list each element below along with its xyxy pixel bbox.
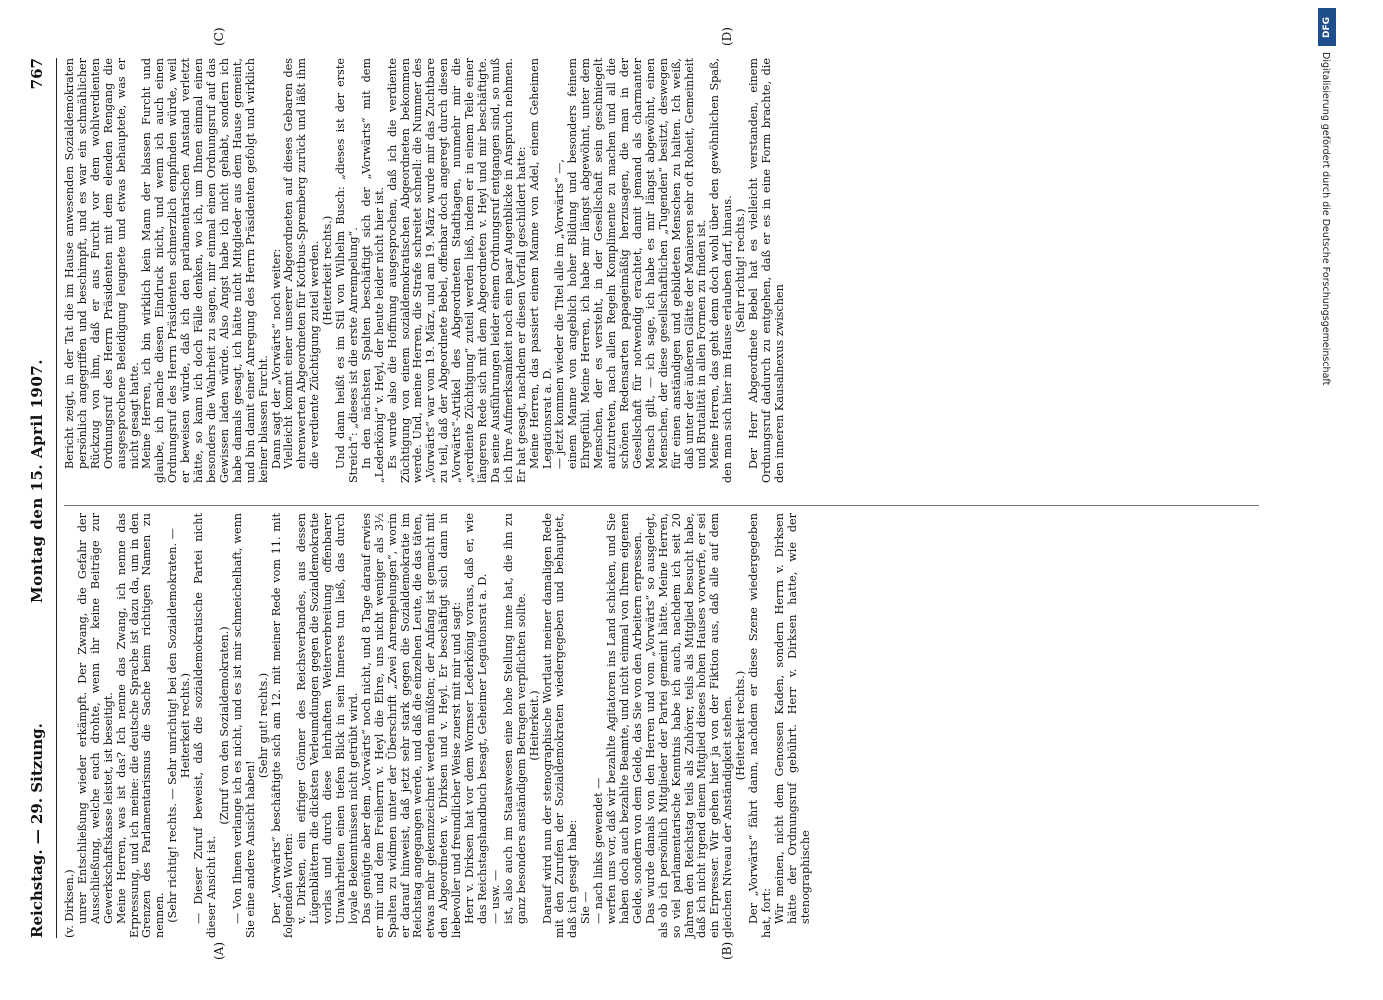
left-column-paragraph: Das wurde damals von den Herren und vom „Vorwärts“ so ausgelegt, als ob ich persönlich Mitglieder der Partei gemeint hätte. Meine Herren, so viel parlamentarische Kenntnis habe ich auch, nachdem ich seit 20 Jahren den Reichstag teils als Zuhörer, teils als Mitglied besucht habe, daß ich nicht irgend einem Mitglied dieses hohen Hauses vorwerfe, er sei ein Erpresser. Wir gehen hier ja von der Fiktion aus, daß alle auf dem gleichen Niveau der Anständigkeit stehen.: [643, 513, 735, 938]
right-column-paragraph: Dann sagt der „Vorwärts“ noch weiter:: [269, 248, 283, 469]
right-column-paragraph: Und dann heißt es im Stil von Wilhelm Busch: „dieses ist der erste Streich“: „dieses ist die erste Anrempelung“.: [334, 58, 360, 483]
margin-label-b: (B): [720, 941, 734, 960]
left-column-paragraph: unrer Entschließung wieder erkämpft. Der Zwang, die Gefahr der Ausschließung, welche euch drohte, wenn ihr keine Beiträge zur Gewerkschaftskasse leistet, ist beseitigt.: [75, 513, 115, 924]
left-column-paragraph: (v. Dirksen.): [63, 869, 76, 938]
left-column-paragraph: — Dieser Zuruf beweist, daß die sozialdemokratische Partei nicht dieser Ansicht ist.: [192, 513, 218, 938]
right-column-paragraph: Es wurde also die Hoffnung ausgesprochen, daß ich die verdiente Züchtigung von einem sozialdemokratischen Abgeordneten bekommen werde. Und, meine Herren, die Strafe schreitet schnell: die Nummer des „Vorwärts“ war vom 19. März, und am 19. März wurde mir das Zuchtbare zu teil, daß der Abgeordnete Bebel, offenbar doch angeregt durch diesen „Vorwärts“-Artikel des Abgeordneten Stadthagen, nunmehr mir die „verdiente Züchtigung“ zuteil werden ließ, indem er in einem Teile einer längeren Rede sich mit dem Abgeordneten v. Heyl und mir beschäftigte. Da seine Ausführungen leider einem Ordnungsruf entgangen sind, so muß ich Ihre Aufmerksamkeit noch ein paar Augenblicke in Anspruch nehmen. Er hat gesagt, nachdem er diesen Vorfall geschildert hatte:: [385, 58, 528, 483]
right-column-paragraph: einem Manne von angeblich hoher Bildung und besonders feinem Ehrgefühl. Meine Herren, ich habe mir längst abgewöhnt, unter dem Menschen, der es versteht, in der Gesellschaft sein geschniegelt aufzutreten, nach allen Regeln Komplimente zu machen und all die schönen Redensarten papageimäßig herzusagen, die man in der Gesellschaft für notwendig erachtet, damit jemand als charmanter Mensch gilt, — ich sage, ich habe es mir längst abgewöhnt, einen Menschen, der diese gesellschaftlichen „Tugenden“ besitzt, deswegen für einen anständigen und gebildeten Menschen zu halten. Ich weiß, daß unter der äußeren Glätte der Manieren sehr oft Roheit, Gemeinheit und Brutalität in allen Formen zu finden ist.: [566, 58, 709, 469]
left-column-paragraph: — usw. —: [488, 869, 502, 924]
right-column-paragraph: Meine Herren, das geht denn doch wohl über den gewöhnlichen Spaß, den man sich hier im Hause erlauben darf, hinaus.: [708, 58, 735, 483]
left-column-paragraph: v. Dirksen, ein eifriger Gönner des Reichsverbandes, aus dessen Lügenblättern die dicksten Verleumdungen gegen die Sozialdemokratie vorlas und durch diese lehrhaften Weiterverbreitung offenbarer Unwahrheiten einen tiefen Blick in sein Inneres tun ließ, das durch loyale Bekenntnissen nicht getrübt wird.: [295, 513, 360, 924]
right-column-paragraph: Vielleicht kommt einer unserer Abgeordneten auf dieses Gebaren des ehrenwerten Abgeordneten für Kottbus-Spremberg zurück und läßt ihm die verdiente Züchtigung zuteil werden.: [282, 58, 322, 469]
digitization-note: Digitalisierung gefördert durch die Deutsche Forschungsgemeinschaft: [1320, 52, 1331, 386]
margin-label-c: (C): [212, 27, 226, 46]
left-column: [64, 513, 813, 938]
left-column-paragraph: — nach links gewendet —: [592, 777, 606, 924]
right-column-paragraph: Meine Herren, ich bin wirklich kein Mann der blassen Furcht und glaube, ich mache diesen Eindruck nicht, und wenn ich auch einen Ordnungsruf des Herrn Präsidenten schmerzlich empfinden würde, weil er beweisen würde, daß ich den parlamentarischen Anstand verletzt hätte, so kann ich doch Fälle denken, wo ich, um Ihnen einmal einen besonders die Wahrheit zu sagen, mir einmal einen Ordnungsruf auf das Gewissen laden würde. Also Angst habe ich nicht gehabt, sondern ich habe damals gesagt, ich hätte nicht Mitglieder aus dem Hause gemeint, und bin damit einer Anregung des Herrn Präsidenten gefolgt und wirklich keiner blassen Furcht.: [140, 58, 270, 483]
left-column-paragraph: Meine Herren, was ist das? Ich nenne das Zwang, ich nenne das Erpressung, und ich meine: die deutsche Sprache ist dazu da, um in den Grenzen des Parlamentarismus die Sache beim richtigen Namen zu nennen.: [114, 513, 167, 938]
right-column-paragraph: (Heiterkeit rechts.): [321, 215, 335, 326]
left-column-paragraph: Darauf wird nun der stenographische Wortlaut meiner damaligen Rede mit den Zurufen der Sozialdemokraten wiedergegeben und behauptet, daß ich gesagt habe:: [540, 513, 580, 938]
left-column-paragraph: (Heiterkeit rechts.): [734, 670, 748, 781]
right-column: [64, 58, 787, 483]
left-column-paragraph: (Heiterkeit.): [527, 690, 541, 761]
left-column-paragraph: Der „Vorwärts“ fährt dann, nachdem er diese Szene wiedergegeben hat, fort:: [747, 513, 773, 938]
left-column-paragraph: (Zuruf von den Sozialdemokraten.): [217, 626, 231, 825]
right-column-paragraph: Der Herr Abgeordnete Bebel hat es vielleicht verstanden, einem Ordnungsruf dadurch zu entgehen, daß er es in eine Form brachte, die den inneren Kausalnexus zwischen: [747, 58, 786, 483]
header-rule: [56, 58, 57, 938]
left-column-paragraph: Wir meinen, nicht dem Genossen Kaden, sondern Herrn v. Dirksen hätte der Ordnungsruf gebührt. Herr v. Dirksen hatte, wie der stenographische: [772, 513, 812, 924]
left-column-paragraph: ist, also auch im Staatswesen eine hohe Stellung inne hat, die ihn zu ganz besonders anständigem Betragen verpflichten sollte.: [501, 513, 528, 924]
right-column-paragraph: Bericht zeigt, in der Tat die im Hause anwesenden Sozialdemokraten persönlich angegriffen und beschimpft, und es war ein schmählicher Rückzug von ihm, daß er aus Furcht vor dem wohlverdienten Ordnungsruf des Herrn Präsidenten mit dem elenden Rengang die ausgesprochene Beleidigung leugnete und etwas behauptete, was er nicht gesagt hatte.: [63, 58, 141, 469]
left-column-paragraph: Herr v. Dirksen hat vor dem Wormser Lederkönig voraus, daß er, wie das Reichstagshandbuch besagt, Geheimer Legationsrat a. D.: [463, 513, 489, 924]
left-column-paragraph: (Sehr richtig! rechts. — Sehr unrichtig! bei den Sozialdemokraten. — Heiterkeit rechts.): [166, 528, 193, 923]
left-column-paragraph: — Von Ihnen verlange ich es nicht, und es ist mir schmeichelhaft, wenn Sie eine andere Ansicht haben!: [230, 513, 257, 938]
column-divider: [64, 505, 1259, 506]
left-column-paragraph: Der „Vorwärts“ beschäftigte sich am 12. mit meiner Rede vom 11. mit folgenden Worten:: [269, 513, 296, 938]
dfg-logo: DFG: [1318, 8, 1336, 46]
right-column-paragraph: (Sehr richtig! rechts.): [734, 208, 748, 333]
page-number: 767: [28, 58, 46, 90]
margin-label-d: (D): [720, 27, 734, 46]
left-column-paragraph: (Sehr gut! rechts.): [256, 672, 270, 779]
left-column-paragraph: Sie —: [579, 891, 593, 924]
right-column-paragraph: In den nächsten Spalten beschäftigt sich der „Vorwärts“ mit dem „Lederkönig“ v. Heyl, der heute leider nicht hier ist.: [359, 58, 386, 483]
right-column-paragraph: Meine Herren, das passiert einem Manne von Adel, einem Geheimen Legationsrat a. D.: [527, 58, 554, 469]
margin-label-a: (A): [212, 941, 226, 960]
left-column-paragraph: werfen uns vor, daß wir bezahlte Agitatoren ins Land schicken, und Sie haben doch auch bezahlte Beamte, und nicht einmal von Ihrem eigenen Gelde, sondern von dem Gelde, das Sie von den Arbeitern erpressen.: [605, 513, 644, 924]
header-date: Montag den 15. April 1907.: [28, 359, 46, 603]
header-session: Reichstag. — 29. Sitzung.: [28, 723, 46, 938]
left-column-paragraph: Das genügte aber dem „Vorwärts“ noch nicht, und 8 Tage darauf erwies er mir und dem Freiherrn v. Heyl die Ehre, uns nicht weniger als 3½ Spalten zu widmen unter der Überschrift „Zwei Anrempelungen“, worin er darauf hinweist, daß jetzt sehr stark gegen die Sozialdemokratie im Reichstag angegangen werde, und daß die einzelnen Leute, die das täten, etwas mehr gekennzeichnet werden müßten; der Anfang ist gemacht mit den Abgeordneten v. Dirksen und v. Heyl. Er beschäftigt sich dann in liebevoller und freundlicher Weise zuerst mit mir und sagt:: [359, 513, 464, 938]
right-column-paragraph: — jetzt kommen wieder die Titel alle im „Vorwärts“ —,: [553, 159, 567, 469]
